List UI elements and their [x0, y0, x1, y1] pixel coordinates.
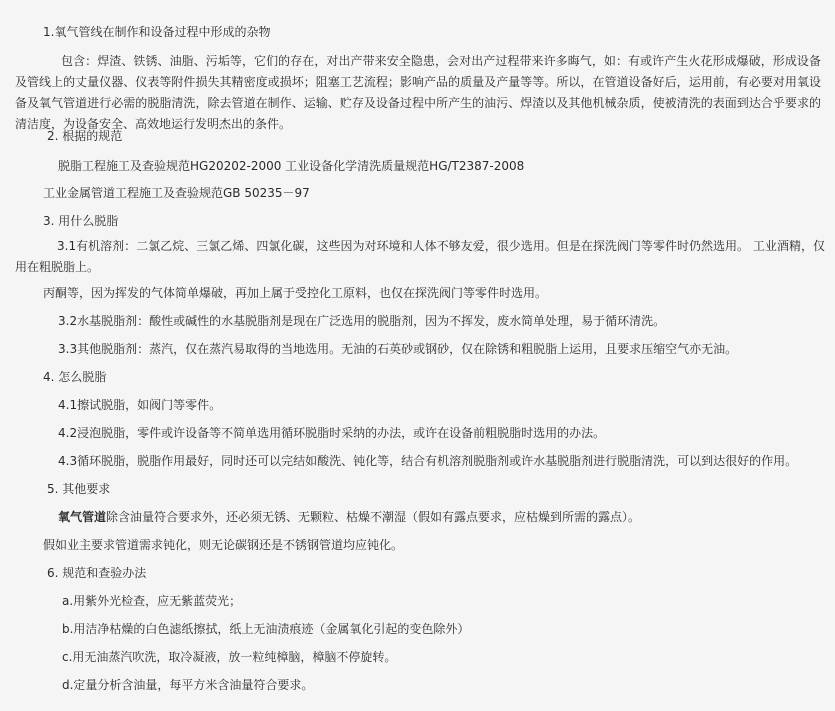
- section-5-body-text: 除含油量符合要求外，还必须无锈、无颗粒、枯燥不潮湿（假如有露点要求，应枯燥到所需的露点）。: [106, 510, 641, 524]
- section-3-title: 3. 用什么脱脂: [43, 214, 119, 228]
- section-6-b: b.用洁净枯燥的白色滤纸擦拭，纸上无油渍痕迹（金属氧化引起的变色除外）: [62, 622, 470, 636]
- standard-line-1: 脱脂工程施工及查验规范HG20202-2000 工业设备化学清洗质量规范HG/T2387-2008: [58, 159, 525, 173]
- section-3-1: 3.1有机溶剂：二氯乙烷、三氯乙烯、四氯化碳，这些因为对环境和人体不够友爱，很少选用。但是在探洗阀门等零件时仍然选用。 工业酒精，仅用在粗脱脂上。: [15, 239, 825, 274]
- section-3-2: 3.2水基脱脂剂：酸性或碱性的水基脱脂剂是现在广泛选用的脱脂剂，因为不挥发，废水简单处理，易于循环清洗。: [58, 314, 666, 328]
- section-6-c: c.用无油蒸汽吹洗，取冷凝液，放一粒纯樟脑，樟脑不停旋转。: [62, 650, 397, 664]
- section-3-1-continued: 丙酮等，因为挥发的气体简单爆破，再加上属于受控化工原料，也仅在探洗阀门等零件时选用。: [43, 286, 548, 300]
- section-1-title: 1.氧气管线在制作和设备过程中形成的杂物: [43, 25, 271, 39]
- section-4-2: 4.2浸泡脱脂，零件或许设备等不简单选用循环脱脂时采纳的办法，或许在设备前粗脱脂时选用的办法。: [58, 426, 606, 440]
- section-4-3: 4.3循环脱脂，脱脂作用最好，同时还可以完结如酸洗、钝化等，结合有机溶剂脱脂剂或许水基脱脂剂进行脱脂清洗，可以到达很好的作用。: [58, 454, 798, 468]
- section-5-title: 5. 其他要求: [47, 482, 111, 496]
- section-1-body: 包含：焊渣、铁锈、油脂、污垢等，它们的存在，对出产带来安全隐患，会对出产过程带来许多晦气，如：有或许产生火花形成爆破，形成设备及管线上的丈量仪器、仪表等附件损失其精密度或损坏；阻塞工艺流程；影响产品的质量及产量等等。所以，在管道设备好后，运用前，有必要对用氧设备及氧气管道进行必需的脱脂清洗，除去管道在制作、运输、贮存及设备过程中所产生的油污、焊渣以及其他机械杂质，使被清洗的表面到达合乎要求的清洁度，为设备安全、高效地运行发明杰出的条件。: [15, 54, 821, 131]
- section-5-line-2: 假如业主要求管道需求钝化，则无论碳钢还是不锈钢管道均应钝化。: [43, 538, 404, 552]
- section-6-title: 6. 规范和查验办法: [47, 566, 147, 580]
- section-4-1: 4.1擦试脱脂，如阀门等零件。: [58, 398, 222, 412]
- section-4-title: 4. 怎么脱脂: [43, 370, 107, 384]
- oxygen-pipeline-keyword: 氧气管道: [58, 510, 107, 524]
- section-3-3: 3.3其他脱脂剂：蒸汽，仅在蒸汽易取得的当地选用。无油的石英砂或钢砂，仅在除锈和粗脱脂上运用，且要求压缩空气亦无油。: [58, 342, 738, 356]
- section-5-body: [58, 509, 640, 525]
- standard-line-2: 工业金属管道工程施工及查验规范GB 50235－97: [43, 186, 310, 200]
- section-6-a: a.用紫外光检查，应无紫蓝荧光；: [62, 594, 242, 608]
- section-2-title: 2. 根据的规范: [47, 129, 123, 143]
- section-6-d: d.定量分析含油量，每平方米含油量符合要求。: [62, 678, 314, 692]
